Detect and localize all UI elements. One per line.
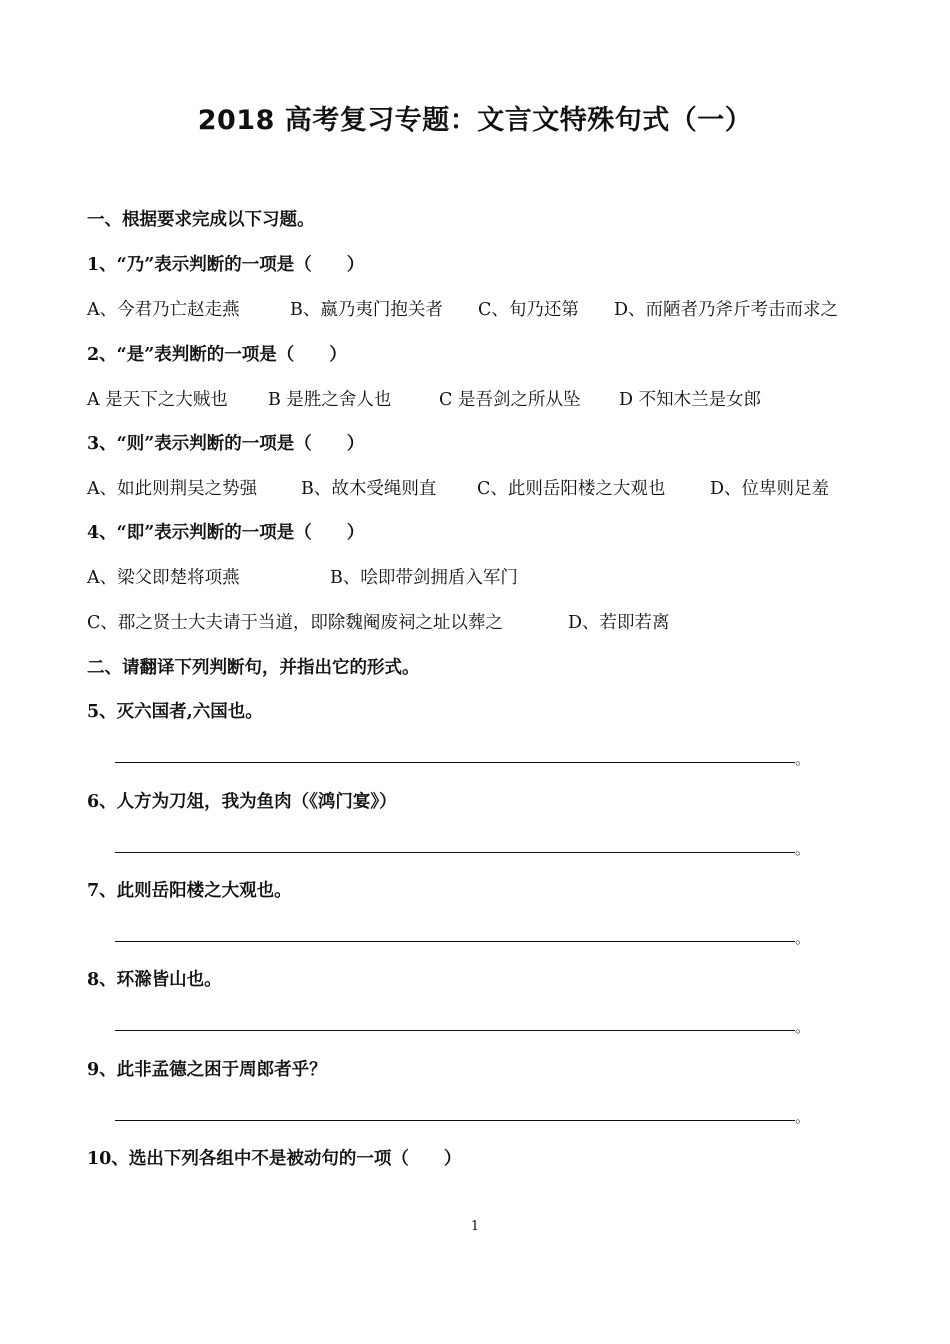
- question-5-answer-line[interactable]: [115, 762, 795, 763]
- question-4-stem: 4、“即”表示判断的一项是（ ）: [87, 523, 365, 543]
- question-8-stem: 8、环滁皆山也。: [87, 970, 222, 990]
- question-2-option-c: C 是吾剑之所从坠: [439, 390, 581, 410]
- question-10-stem: 10、选出下列各组中不是被动句的一项（ ）: [87, 1149, 462, 1169]
- question-4-option-c: C、郡之贤士大夫请于当道，即除魏阉废祠之址以葬之: [87, 613, 503, 633]
- question-2-stem: 2、“是”表判断的一项是（ ）: [87, 345, 347, 365]
- question-3-option-c: C、此则岳阳楼之大观也: [477, 479, 666, 499]
- question-6-answer-period: 。: [795, 840, 811, 858]
- question-1-option-a: A、今君乃亡赵走燕: [87, 300, 240, 320]
- question-5-stem: 5、灭六国者,六国也。: [87, 702, 263, 722]
- question-9-answer-period: 。: [795, 1108, 811, 1126]
- page-number: 1: [470, 1219, 480, 1234]
- question-8-answer-line[interactable]: [115, 1030, 795, 1031]
- question-4-option-d: D、若即若离: [568, 613, 670, 633]
- question-3-option-a: A、如此则荆吴之势强: [87, 479, 258, 499]
- question-7-answer-line[interactable]: [115, 941, 795, 942]
- question-2-option-d: D 不知木兰是女郎: [619, 390, 762, 410]
- section-2-heading: 二、请翻译下列判断句，并指出它的形式。: [87, 658, 420, 678]
- question-8-answer-period: 。: [795, 1018, 811, 1036]
- question-3-option-b: B、故木受绳则直: [301, 479, 437, 499]
- question-1-option-b: B、嬴乃夷门抱关者: [290, 300, 443, 320]
- question-5-answer-period: 。: [795, 750, 811, 768]
- question-4-option-b: B、哙即带剑拥盾入军门: [330, 568, 518, 588]
- question-7-stem: 7、此则岳阳楼之大观也。: [87, 881, 292, 901]
- question-3-option-d: D、位卑则足羞: [710, 479, 830, 499]
- question-9-answer-line[interactable]: [115, 1120, 795, 1121]
- question-1-stem: 1、“乃”表示判断的一项是（ ）: [87, 255, 365, 275]
- question-3-stem: 3、“则”表示判断的一项是（ ）: [87, 434, 365, 454]
- question-1-option-d: D、而陋者乃斧斤考击而求之: [614, 300, 839, 320]
- question-6-answer-line[interactable]: [115, 852, 795, 853]
- section-1-heading: 一、根据要求完成以下习题。: [87, 210, 315, 230]
- question-2-option-b: B 是胜之舍人也: [268, 390, 392, 410]
- question-9-stem: 9、此非孟德之困于周郎者乎？: [87, 1060, 327, 1080]
- page-title: 2018 高考复习专题：文言文特殊句式（一）: [197, 105, 753, 136]
- question-1-option-c: C、旬乃还第: [478, 300, 579, 320]
- question-2-option-a: A 是天下之大贼也: [87, 390, 228, 410]
- question-4-option-a: A、梁父即楚将项燕: [87, 568, 240, 588]
- question-7-answer-period: 。: [795, 929, 811, 947]
- question-6-stem: 6、人方为刀俎，我为鱼肉（《鸿门宴》）: [87, 792, 397, 812]
